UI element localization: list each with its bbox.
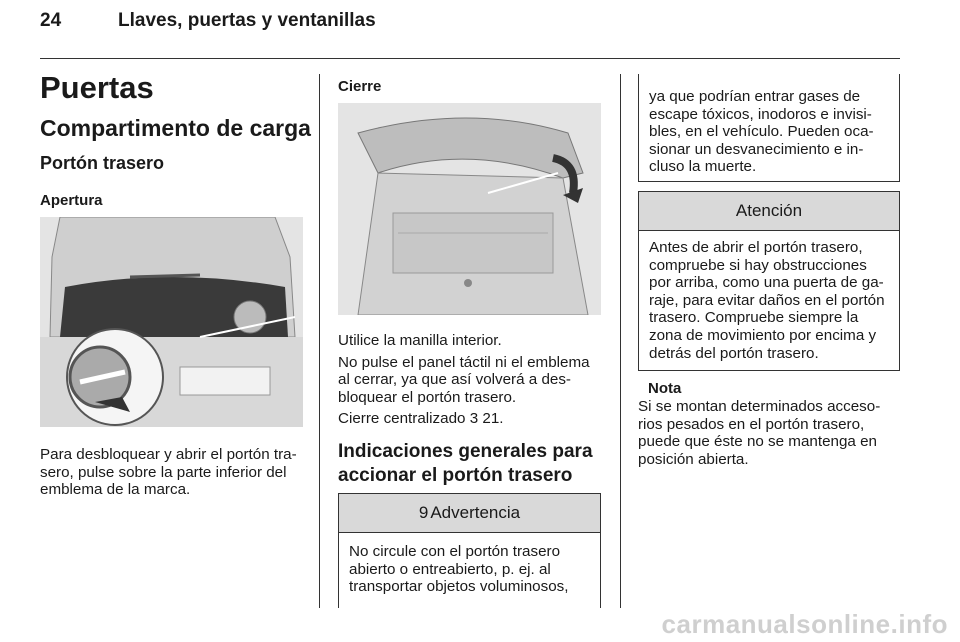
- warning-line: No circule con el portón trasero: [349, 543, 561, 560]
- cierre-text: [338, 332, 608, 428]
- page-reference-link[interactable]: 3 21.: [469, 410, 504, 428]
- attention-line: detrás del portón trasero.: [649, 344, 819, 362]
- subsection-apertura: Apertura: [40, 192, 103, 209]
- note-body: [638, 398, 900, 468]
- warning-line: cluso la muerte.: [649, 158, 757, 176]
- para-cierre-centralizado: [338, 410, 608, 428]
- paragraph-line: al cerrar, ya que así volverá a des-: [338, 371, 571, 389]
- attention-box: [638, 191, 900, 371]
- watermark: carmanualsonline.info: [661, 609, 948, 639]
- general-indications-heading: [338, 440, 608, 488]
- warning-box-continued: [638, 74, 900, 182]
- attention-line: por arriba, como una puerta de ga-: [649, 274, 884, 292]
- attention-line: Antes de abrir el portón trasero,: [649, 239, 863, 256]
- warning-header: [339, 494, 600, 533]
- attention-body: [639, 231, 899, 362]
- warning-title: Advertencia: [430, 503, 521, 522]
- paragraph-line: Para desbloquear y abrir el portón tra-: [40, 446, 297, 463]
- paragraph-line: sero, pulse sobre la parte inferior del: [40, 463, 287, 481]
- warning-line: ya que podrían entrar gases de: [649, 88, 861, 105]
- column-divider-1: [319, 74, 320, 608]
- heading-line: Indicaciones generales para: [338, 441, 593, 462]
- warning-line: abierto o entreabierto, p. ej. al: [349, 560, 551, 578]
- attention-line: trasero. Compruebe siempre la: [649, 309, 859, 327]
- tailgate-emblem-illustration: [40, 217, 303, 427]
- note-line: posición abierta.: [638, 450, 749, 468]
- paragraph-line: bloquear el portón trasero.: [338, 388, 517, 406]
- header-rule: [40, 58, 900, 59]
- tailgate-closing-illustration: [338, 103, 601, 315]
- warning-cont-body: [639, 74, 899, 176]
- section-title: Puertas: [40, 70, 154, 105]
- heading-line: accionar el portón trasero: [338, 465, 573, 486]
- subsection-cierre: Cierre: [338, 78, 382, 95]
- section-heading: Portón trasero: [40, 153, 165, 173]
- warning-line: escape tóxicos, inodoros e invisi-: [649, 105, 872, 123]
- page-number: 24: [40, 10, 62, 31]
- column-divider-2: [620, 74, 621, 608]
- tailgate-emblem-drawing: [40, 217, 303, 427]
- attention-line: compruebe si hay obstrucciones: [649, 256, 867, 274]
- warning-triangle-icon: 9: [418, 503, 429, 522]
- paragraph-line: emblema de la marca.: [40, 481, 191, 499]
- attention-line: zona de movimiento por encima y: [649, 326, 877, 344]
- tailgate-closing-drawing: [338, 103, 601, 315]
- attention-line: raje, para evitar daños en el portón: [649, 291, 885, 309]
- attention-title: Atención: [639, 192, 899, 231]
- chapter-title: Llaves, puertas y ventanillas: [118, 10, 376, 31]
- note-line: puede que éste no se mantenga en: [638, 433, 877, 451]
- para-panel: [338, 354, 608, 407]
- warning-box: [338, 493, 601, 608]
- apertura-paragraph: [40, 446, 310, 499]
- section-subtitle: Compartimento de carga: [40, 115, 311, 141]
- note-title: Nota: [648, 380, 682, 397]
- note-line: Si se montan determinados acceso-: [638, 398, 881, 415]
- cierre-centralizado-label: Cierre centralizado: [338, 410, 466, 428]
- warning-body: [339, 533, 600, 596]
- paragraph-line: No pulse el panel táctil ni el emblema: [338, 353, 590, 371]
- para-manilla: Utilice la manilla interior.: [338, 332, 502, 349]
- warning-line: sionar un desvanecimiento e in-: [649, 140, 864, 158]
- warning-line: bles, en el vehículo. Pueden oca-: [649, 123, 874, 141]
- warning-line: transportar objetos voluminosos,: [349, 578, 569, 596]
- note-line: rios pesados en el portón trasero,: [638, 415, 865, 433]
